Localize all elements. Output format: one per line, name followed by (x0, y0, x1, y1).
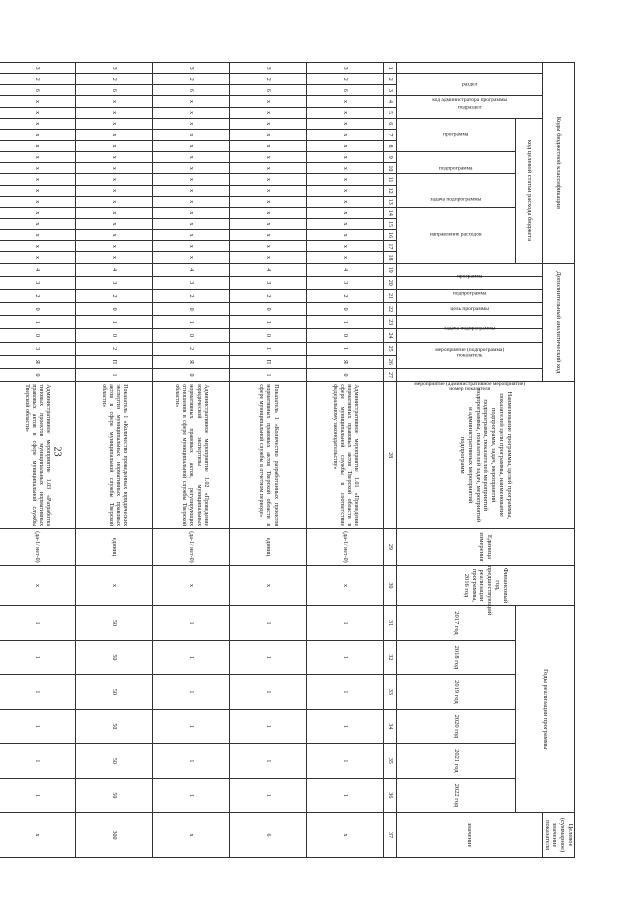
row-year-value: 1 (229, 778, 306, 813)
code-cell: x (229, 163, 306, 174)
code-cell: x (306, 207, 383, 218)
code-cell: x (75, 118, 152, 129)
header-budget-class: Коды бюджетной классификации (542, 63, 574, 264)
table-row (0, 63, 75, 858)
code-cell: x (152, 252, 229, 263)
row-unit: (да-1/ нет-0) (306, 529, 383, 565)
code-cell: 2 (306, 289, 383, 302)
code-cell: x (306, 96, 383, 107)
row-year-value: 1 (152, 744, 229, 778)
column-number: 30 (383, 565, 396, 606)
row-year-value: 1 (0, 744, 75, 778)
code-cell: 1 (229, 368, 306, 381)
column-number: 27 (383, 368, 396, 381)
code-cell: 3 (152, 63, 229, 74)
code-cell: x (229, 207, 306, 218)
code-cell: x (75, 241, 152, 252)
code-cell: x (306, 129, 383, 140)
code-cell: x (152, 207, 229, 218)
code-cell: 2 (0, 289, 75, 302)
code-cell: 0 (152, 329, 229, 342)
code-cell: Я (152, 355, 229, 368)
code-cell: x (75, 230, 152, 241)
table-row (75, 63, 152, 858)
code-cell: 1 (75, 368, 152, 381)
row-name: Показатель 1 «Количество разработанных проектов нормативных правовых актов Тверской области в сфере муниципальной службы в отчетном периоде» (229, 382, 306, 529)
column-number: 3 (383, 85, 396, 96)
code-cell: x (152, 163, 229, 174)
header-direction: направление расходов (396, 207, 515, 263)
header-target: Целевое (суммарное) значение показателя (542, 813, 574, 858)
code-cell: 6 (75, 85, 152, 96)
row-year-value: 1 (229, 640, 306, 674)
table-row (229, 63, 306, 858)
code-cell: 1 (229, 316, 306, 329)
code-cell: 2 (152, 289, 229, 302)
code-cell: 0 (306, 368, 383, 381)
code-cell: x (0, 241, 75, 252)
header-admin-code: код администратора программы (396, 63, 542, 74)
code-cell: x (229, 174, 306, 185)
column-number: 36 (383, 778, 396, 813)
column-number: 18 (383, 252, 396, 263)
header-a-program: программа (396, 263, 542, 276)
row-year-value: 1 (0, 606, 75, 640)
row-year-value: 50 (75, 744, 152, 778)
code-cell: x (75, 107, 152, 118)
row-target-value: x (0, 813, 75, 858)
header-year-2020: 2020 год (396, 709, 515, 743)
row-base-value: x (75, 565, 152, 606)
code-cell: x (229, 107, 306, 118)
header-a-task: задача подпрограммы (396, 303, 542, 316)
code-cell: 0 (75, 303, 152, 316)
code-cell: x (152, 218, 229, 229)
code-cell: 3 (306, 63, 383, 74)
code-cell: x (306, 196, 383, 207)
code-cell: x (75, 185, 152, 196)
table-row (152, 63, 229, 858)
header-a-subprogram: подпрограмма (396, 276, 542, 289)
code-cell: 3 (75, 276, 152, 289)
row-year-value: 1 (0, 709, 75, 743)
code-cell: x (0, 196, 75, 207)
code-cell: x (306, 107, 383, 118)
code-cell: 1 (152, 316, 229, 329)
column-number: 24 (383, 329, 396, 342)
program-indicators-table (0, 62, 575, 858)
code-cell: 1 (229, 342, 306, 355)
code-cell: x (152, 196, 229, 207)
row-year-value: 1 (306, 640, 383, 674)
code-cell: x (229, 252, 306, 263)
column-number: 15 (383, 218, 396, 229)
code-cell: x (229, 230, 306, 241)
code-cell: x (152, 129, 229, 140)
code-cell: x (229, 129, 306, 140)
column-number: 9 (383, 152, 396, 163)
row-base-value: x (229, 565, 306, 606)
column-number: 23 (383, 316, 396, 329)
code-cell: x (229, 96, 306, 107)
code-cell: x (306, 140, 383, 151)
column-number: 22 (383, 303, 396, 316)
code-cell: 4 (75, 263, 152, 276)
row-target-value: x (306, 813, 383, 858)
code-cell: x (0, 174, 75, 185)
header-a-event: мероприятие (подпрограмма) (396, 316, 542, 329)
code-cell: x (306, 218, 383, 229)
code-cell: x (75, 174, 152, 185)
column-number: 20 (383, 276, 396, 289)
column-number: 12 (383, 185, 396, 196)
header-year-2022: 2022 год (396, 778, 515, 813)
code-cell: Я (0, 355, 75, 368)
column-number: 35 (383, 744, 396, 778)
row-target-value: 6 (229, 813, 306, 858)
code-cell: x (152, 185, 229, 196)
code-cell: x (0, 118, 75, 129)
code-cell: 2 (75, 342, 152, 355)
program-table-wrapper (23, 62, 575, 858)
code-cell: 0 (229, 303, 306, 316)
code-cell: 6 (152, 85, 229, 96)
code-cell: 6 (306, 85, 383, 96)
code-cell: 2 (0, 74, 75, 85)
code-cell: x (306, 118, 383, 129)
code-cell: x (152, 96, 229, 107)
column-number: 21 (383, 289, 396, 302)
row-year-value: 1 (306, 778, 383, 813)
header-a-goal: цель программы (396, 289, 542, 302)
code-cell: 2 (152, 74, 229, 85)
row-year-value: 50 (75, 778, 152, 813)
row-base-value: x (306, 565, 383, 606)
row-name: Административное мероприятие 1.01 «Проведение нормативных правовых актов Тверской области в сфере муниципальной службы в соответствие федеральному законодательству» (306, 382, 383, 529)
code-cell: 3 (75, 63, 152, 74)
code-cell: x (75, 129, 152, 140)
code-cell: 0 (0, 329, 75, 342)
row-year-value: 1 (229, 675, 306, 709)
code-cell: 3 (0, 276, 75, 289)
code-cell: 4 (0, 263, 75, 276)
header-extra-code: Дополнительный аналитический код (542, 263, 574, 382)
code-cell: 0 (229, 329, 306, 342)
column-number: 19 (383, 263, 396, 276)
header-year-2018: 2018 год (396, 640, 515, 674)
code-cell: x (0, 230, 75, 241)
column-number: 6 (383, 118, 396, 129)
row-year-value: 1 (229, 709, 306, 743)
column-number: 5 (383, 107, 396, 118)
code-cell: x (152, 241, 229, 252)
column-number: 13 (383, 196, 396, 207)
row-year-value: 1 (0, 675, 75, 709)
header-subprogram: подпрограмма (396, 152, 515, 174)
code-cell: 0 (306, 303, 383, 316)
column-number: 8 (383, 140, 396, 151)
code-cell: x (152, 230, 229, 241)
code-cell: x (75, 196, 152, 207)
code-cell: 2 (306, 74, 383, 85)
row-year-value: 1 (229, 606, 306, 640)
code-cell: 4 (306, 263, 383, 276)
code-cell: 3 (229, 63, 306, 74)
code-cell: x (75, 96, 152, 107)
code-cell: 1 (0, 316, 75, 329)
column-number: 34 (383, 709, 396, 743)
code-cell: x (75, 207, 152, 218)
code-cell: 1 (306, 342, 383, 355)
row-year-value: 1 (152, 778, 229, 813)
header-unit: Единица измерения (396, 529, 574, 565)
code-cell: Я (306, 355, 383, 368)
header-value: значение (396, 813, 542, 858)
row-unit: единиц (75, 529, 152, 565)
code-cell: x (152, 140, 229, 151)
code-cell: x (0, 252, 75, 263)
column-number: 31 (383, 606, 396, 640)
row-name: Административное мероприятие 1.02 «Проведение юридической экспертизы муниципальных нормативных правовых актов, регулирующих отношения в сфере муниципальной службы Тверской области» (152, 382, 229, 529)
code-cell: x (152, 107, 229, 118)
header-year-2017: 2017 год (396, 606, 515, 640)
code-cell: 0 (152, 368, 229, 381)
code-cell: 4 (152, 263, 229, 276)
code-cell: x (75, 218, 152, 229)
code-cell: 1 (75, 316, 152, 329)
code-cell: П (75, 355, 152, 368)
column-number: 25 (383, 342, 396, 355)
row-year-value: 1 (306, 675, 383, 709)
row-year-value: 1 (229, 744, 306, 778)
code-cell: 0 (75, 329, 152, 342)
row-target-value: 300 (75, 813, 152, 858)
header-a-indicator: показатель (396, 342, 542, 368)
row-year-value: 50 (75, 709, 152, 743)
code-cell: 3 (229, 276, 306, 289)
code-cell: x (229, 140, 306, 151)
document-page (23, 62, 575, 858)
row-year-value: 1 (0, 640, 75, 674)
code-cell: x (0, 96, 75, 107)
code-cell: 3 (306, 276, 383, 289)
row-year-value: 1 (152, 606, 229, 640)
code-cell: x (152, 152, 229, 163)
code-cell: x (306, 185, 383, 196)
code-cell: 3 (0, 63, 75, 74)
header-section: раздел (396, 74, 542, 96)
code-cell: 2 (75, 289, 152, 302)
column-number: 1 (383, 63, 396, 74)
column-number: 28 (383, 382, 396, 529)
code-cell: x (306, 230, 383, 241)
code-cell: x (0, 218, 75, 229)
header-program: программа (396, 118, 515, 151)
code-cell: x (75, 152, 152, 163)
code-cell: x (306, 252, 383, 263)
column-number: 17 (383, 241, 396, 252)
code-cell: x (229, 185, 306, 196)
code-cell: x (0, 152, 75, 163)
code-cell: x (75, 140, 152, 151)
header-year-2021: 2021 год (396, 744, 515, 778)
code-cell: 6 (229, 85, 306, 96)
row-name: Показатель 1 «Количество проведенных юридических экспертиз муниципальных нормативных правовых актов в сфере муниципальной службы Тверской области» (75, 382, 152, 529)
row-year-value: 50 (75, 640, 152, 674)
row-year-value: 1 (152, 640, 229, 674)
column-number: 11 (383, 174, 396, 185)
code-cell: 2 (152, 342, 229, 355)
header-year-2019: 2019 год (396, 675, 515, 709)
table-row (306, 63, 383, 858)
code-cell: x (0, 107, 75, 118)
row-year-value: 1 (306, 606, 383, 640)
code-cell: x (306, 163, 383, 174)
code-cell: 3 (0, 342, 75, 355)
code-cell: x (75, 163, 152, 174)
code-cell: П (229, 355, 306, 368)
header-task: задача подпрограммы (396, 174, 515, 207)
column-number: 32 (383, 640, 396, 674)
row-base-value: x (0, 565, 75, 606)
code-cell: 4 (229, 263, 306, 276)
code-cell: x (0, 185, 75, 196)
column-number: 2 (383, 74, 396, 85)
row-year-value: 1 (152, 675, 229, 709)
code-cell: x (0, 129, 75, 140)
row-year-value: 50 (75, 606, 152, 640)
code-cell: x (229, 152, 306, 163)
column-number: 26 (383, 355, 396, 368)
header-target-code: код целевой статьи расхода бюджета (515, 118, 542, 263)
code-cell: 1 (306, 316, 383, 329)
code-cell: 2 (75, 74, 152, 85)
column-number: 14 (383, 207, 396, 218)
row-year-value: 1 (152, 709, 229, 743)
code-cell: x (0, 140, 75, 151)
code-cell: x (229, 118, 306, 129)
row-name: Административное мероприятие 1.03 «Разработка типовых проектов муниципальных нормативных правовых актов в сфере муниципальной службы Тверской области» (0, 382, 75, 529)
column-number: 16 (383, 230, 396, 241)
code-cell: x (152, 118, 229, 129)
code-cell: 3 (152, 276, 229, 289)
code-cell: x (0, 163, 75, 174)
column-number: 29 (383, 529, 396, 565)
column-number: 7 (383, 129, 396, 140)
row-unit: (да-1/ нет-0) (152, 529, 229, 565)
header-a-indicator-num: номер показателя (396, 368, 542, 381)
code-cell: 2 (229, 289, 306, 302)
header-a-admin-event: мероприятие (административное мероприятие) (396, 329, 542, 342)
code-cell: 6 (0, 85, 75, 96)
code-cell: 2 (229, 74, 306, 85)
column-number: 37 (383, 813, 396, 858)
header-subsection: подраздел (396, 96, 542, 118)
column-number: 33 (383, 675, 396, 709)
code-cell: x (0, 207, 75, 218)
row-year-value: 1 (0, 778, 75, 813)
code-cell: x (306, 152, 383, 163)
code-cell: 0 (0, 303, 75, 316)
row-unit: (да-1/ нет-0) (0, 529, 75, 565)
code-cell: 0 (0, 368, 75, 381)
code-cell: 0 (152, 303, 229, 316)
code-cell: x (306, 241, 383, 252)
code-cell: x (306, 174, 383, 185)
row-unit: единиц (229, 529, 306, 565)
row-base-value: x (152, 565, 229, 606)
column-number: 4 (383, 96, 396, 107)
row-year-value: 50 (75, 675, 152, 709)
header-name: Наименование программы, целей программы, показателей цели программы, наименование подпрограмм, задач, мероприятий подпрограмм, показателей мероприятий подпрограммы, показателей задач, мероприятий и административных мероприятий подпрограмм (396, 382, 574, 529)
code-cell: x (229, 218, 306, 229)
column-number: 10 (383, 163, 396, 174)
code-cell: 0 (306, 329, 383, 342)
row-target-value: x (152, 813, 229, 858)
code-cell: x (75, 252, 152, 263)
header-base-year: Финансовый год, предшествующий реализации программы, 2016 год (396, 565, 574, 606)
code-cell: x (229, 196, 306, 207)
page-number: 23 (51, 446, 63, 457)
header-years: Годы реализации программы (515, 606, 574, 813)
row-year-value: 1 (306, 709, 383, 743)
code-cell: x (229, 241, 306, 252)
row-year-value: 1 (306, 744, 383, 778)
column-number-row (383, 63, 396, 858)
code-cell: x (152, 174, 229, 185)
